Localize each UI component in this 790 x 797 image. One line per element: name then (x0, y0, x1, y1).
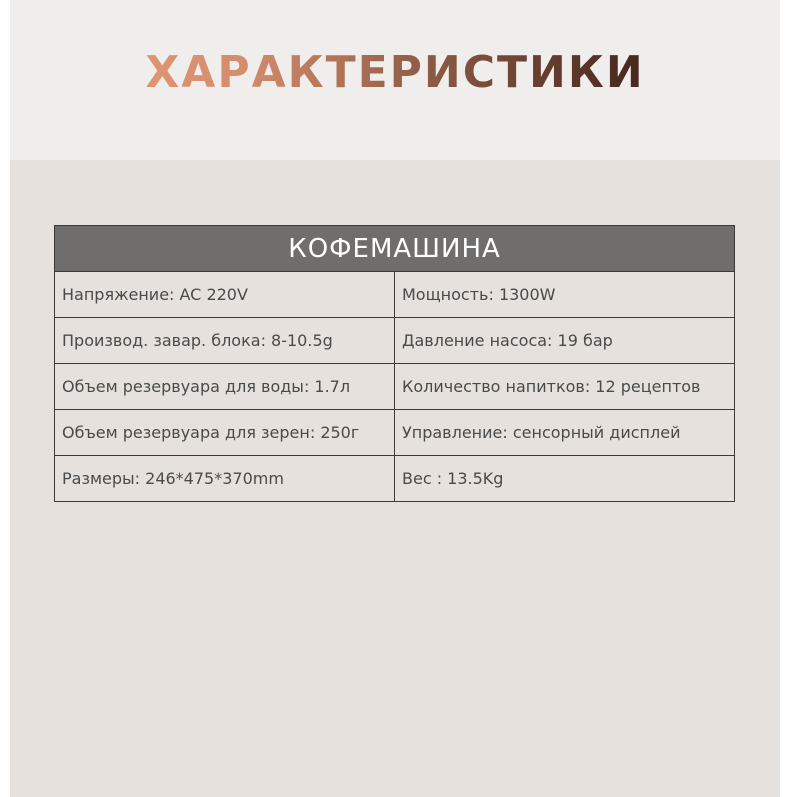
spec-table-header-row (55, 226, 735, 272)
spec-cell-pump-pressure: Давление насоса: 19 бар (395, 318, 735, 364)
spec-cell-voltage: Напряжение: AC 220V (55, 272, 395, 318)
spec-cell-weight: Вес : 13.5Kg (395, 456, 735, 502)
spec-table-heading: КОФЕМАШИНА (55, 226, 735, 272)
spec-table (54, 225, 735, 502)
content-band (10, 160, 780, 797)
spec-cell-drinks-count: Количество напитков: 12 рецептов (395, 364, 735, 410)
table-row (55, 364, 735, 410)
page-title: ХАРАКТЕРИСТИКИ (10, 46, 780, 100)
table-row (55, 318, 735, 364)
spec-cell-brew-unit: Производ. завар. блока: 8-10.5g (55, 318, 395, 364)
spec-cell-water-tank: Объем резервуара для воды: 1.7л (55, 364, 395, 410)
spec-cell-bean-tank: Объем резервуара для зерен: 250г (55, 410, 395, 456)
header-band (10, 0, 780, 160)
table-row (55, 272, 735, 318)
spec-cell-dimensions: Размеры: 246*475*370mm (55, 456, 395, 502)
table-row (55, 456, 735, 502)
spec-cell-control: Управление: сенсорный дисплей (395, 410, 735, 456)
spec-cell-power: Мощность: 1300W (395, 272, 735, 318)
table-row (55, 410, 735, 456)
spec-sheet-page (10, 0, 780, 797)
